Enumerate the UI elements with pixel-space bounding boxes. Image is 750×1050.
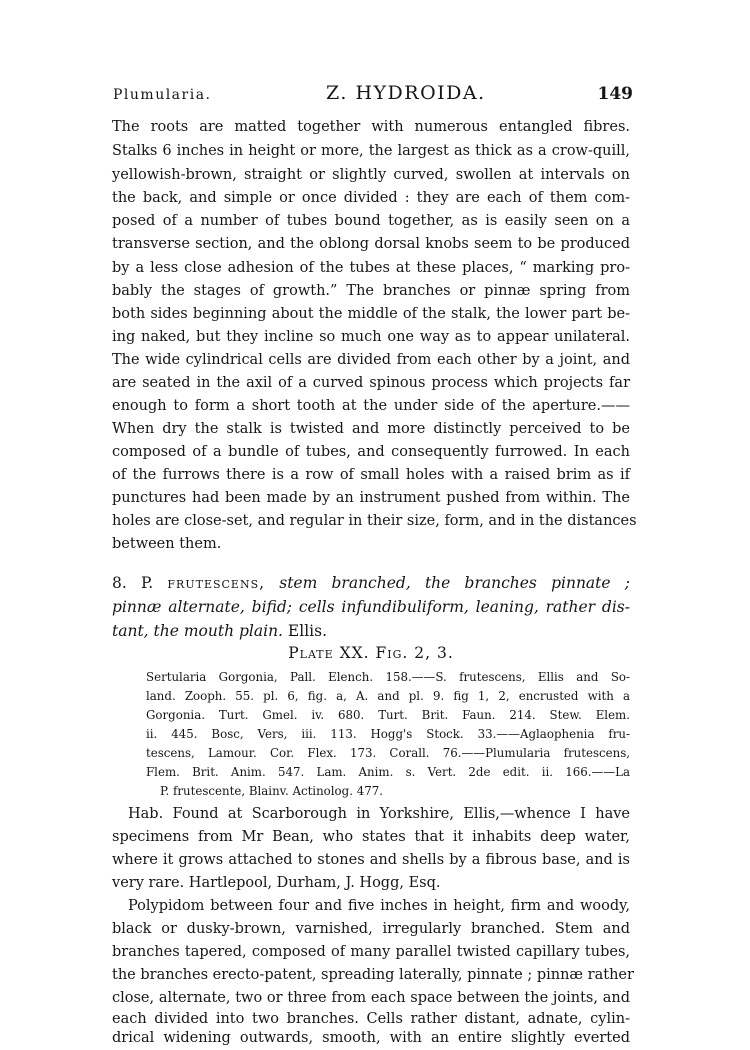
paragraph-2-line: each divided into two branches. Cells rather distant, adnate, cylin- — [112, 1011, 630, 1027]
paragraph-1-line: by a less close adhesion of the tubes at these places, “ marking pro- — [112, 260, 630, 276]
paragraph-1-line: The roots are matted together with numerous entangled fibres. — [112, 119, 630, 135]
species-name: frutescens, — [167, 574, 266, 592]
habitat-line: where it grows attached to stones and shells by a fibrous base, and is — [112, 852, 630, 868]
paragraph-2-line: black or dusky-brown, varnished, irregularly branched. Stem and — [112, 921, 630, 937]
habitat-line: very rare. Hartlepool, Durham, J. Hogg, Esq. — [112, 875, 441, 891]
paragraph-1-line: When dry the stalk is twisted and more distinctly perceived to be — [112, 421, 630, 437]
paragraph-2-line: close, alternate, two or three from each space between the joints, and — [112, 990, 630, 1006]
plate-reference: Plate XX. Fig. 2, 3. — [288, 644, 454, 662]
synonymy-line: Flem. Brit. Anim. 547. Lam. Anim. s. Vert. 2de edit. ii. 166.——La — [146, 765, 630, 779]
paragraph-1-line: the back, and simple or once divided : they are each of them com- — [112, 190, 630, 206]
synonymy-line: Sertularia Gorgonia, Pall. Elench. 158.——S. frutescens, Ellis and So- — [146, 670, 630, 684]
paragraph-1-line: yellowish-brown, straight or slightly curved, swollen at intervals on — [112, 167, 630, 183]
paragraph-1-line: of the furrows there is a row of small holes with a raised brim as if — [112, 467, 630, 483]
species-heading-line-2: pinnæ alternate, bifid; cells infundibuliform, leaning, rather dis- — [112, 598, 630, 616]
synonymy-line: Gorgonia. Turt. Gmel. iv. 680. Turt. Brit. Faun. 214. Stew. Elem. — [146, 708, 630, 722]
synonymy-line: land. Zooph. 55. pl. 6, fig. a, A. and pl. 9. fig 1, 2, encrusted with a — [146, 689, 630, 703]
running-head-section: Z. HYDROIDA. — [326, 82, 486, 104]
paragraph-1-line: bably the stages of growth.” The branches or pinnæ spring from — [112, 283, 630, 299]
paragraph-1-line: are seated in the axil of a curved spinous process which projects far — [112, 375, 630, 391]
paragraph-1-line: ing naked, but they incline so much one way as to appear unilateral. — [112, 329, 630, 345]
paragraph-2-line: the branches erecto-patent, spreading laterally, pinnate ; pinnæ rather — [112, 967, 634, 983]
paragraph-2-line: drical widening outwards, smooth, with an entire slightly everted — [112, 1030, 630, 1046]
paragraph-2-line: Polypidom between four and five inches in height, firm and woody, — [128, 898, 630, 914]
synonymy-line: ii. 445. Bosc, Vers, iii. 113. Hogg's Stock. 33.——Aglaophenia fru- — [146, 727, 630, 741]
paragraph-1-line: Stalks 6 inches in height or more, the largest as thick as a crow-quill, — [112, 143, 630, 159]
paragraph-1-line: The wide cylindrical cells are divided from each other by a joint, and — [112, 352, 630, 368]
paragraph-1-line: between them. — [112, 536, 222, 552]
species-author: Ellis. — [287, 622, 327, 640]
species-heading-line-3 — [112, 622, 630, 640]
running-head-genus: Plumularia. — [113, 87, 212, 103]
habitat-line: Hab. Found at Scarborough in Yorkshire, Ellis,—whence I have — [128, 806, 630, 822]
species-heading-line-1 — [112, 574, 630, 592]
paragraph-1-line: enough to form a short tooth at the under side of the aperture.—— — [112, 398, 630, 414]
paragraph-1-line: holes are close-set, and regular in their size, form, and in the distances — [112, 513, 637, 529]
page-number: 149 — [597, 84, 633, 104]
species-diagnosis: stem branched, the branches pinnate ; — [279, 574, 630, 592]
species-diagnosis-end: tant, the mouth plain. — [112, 622, 283, 640]
paragraph-1-line: punctures had been made by an instrument pushed from within. The — [112, 490, 630, 506]
paragraph-1-line: both sides beginning about the middle of the stalk, the lower part be- — [112, 306, 630, 322]
running-head — [113, 82, 633, 108]
paragraph-1-line: posed of a number of tubes bound together, as is easily seen on a — [112, 213, 630, 229]
synonymy-line: tescens, Lamour. Cor. Flex. 173. Corall. 76.——Plumularia frutescens, — [146, 746, 630, 760]
synonymy-line: P. frutescente, Blainv. Actinolog. 477. — [160, 784, 383, 798]
paragraph-1-line: composed of a bundle of tubes, and consequently furrowed. In each — [112, 444, 630, 460]
habitat-line: specimens from Mr Bean, who states that it inhabits deep water, — [112, 829, 630, 845]
species-number: 8. P. — [112, 574, 154, 592]
paragraph-2-line: branches tapered, composed of many parallel twisted capillary tubes, — [112, 944, 630, 960]
paragraph-1-line: transverse section, and the oblong dorsal knobs seem to be produced — [112, 236, 630, 252]
